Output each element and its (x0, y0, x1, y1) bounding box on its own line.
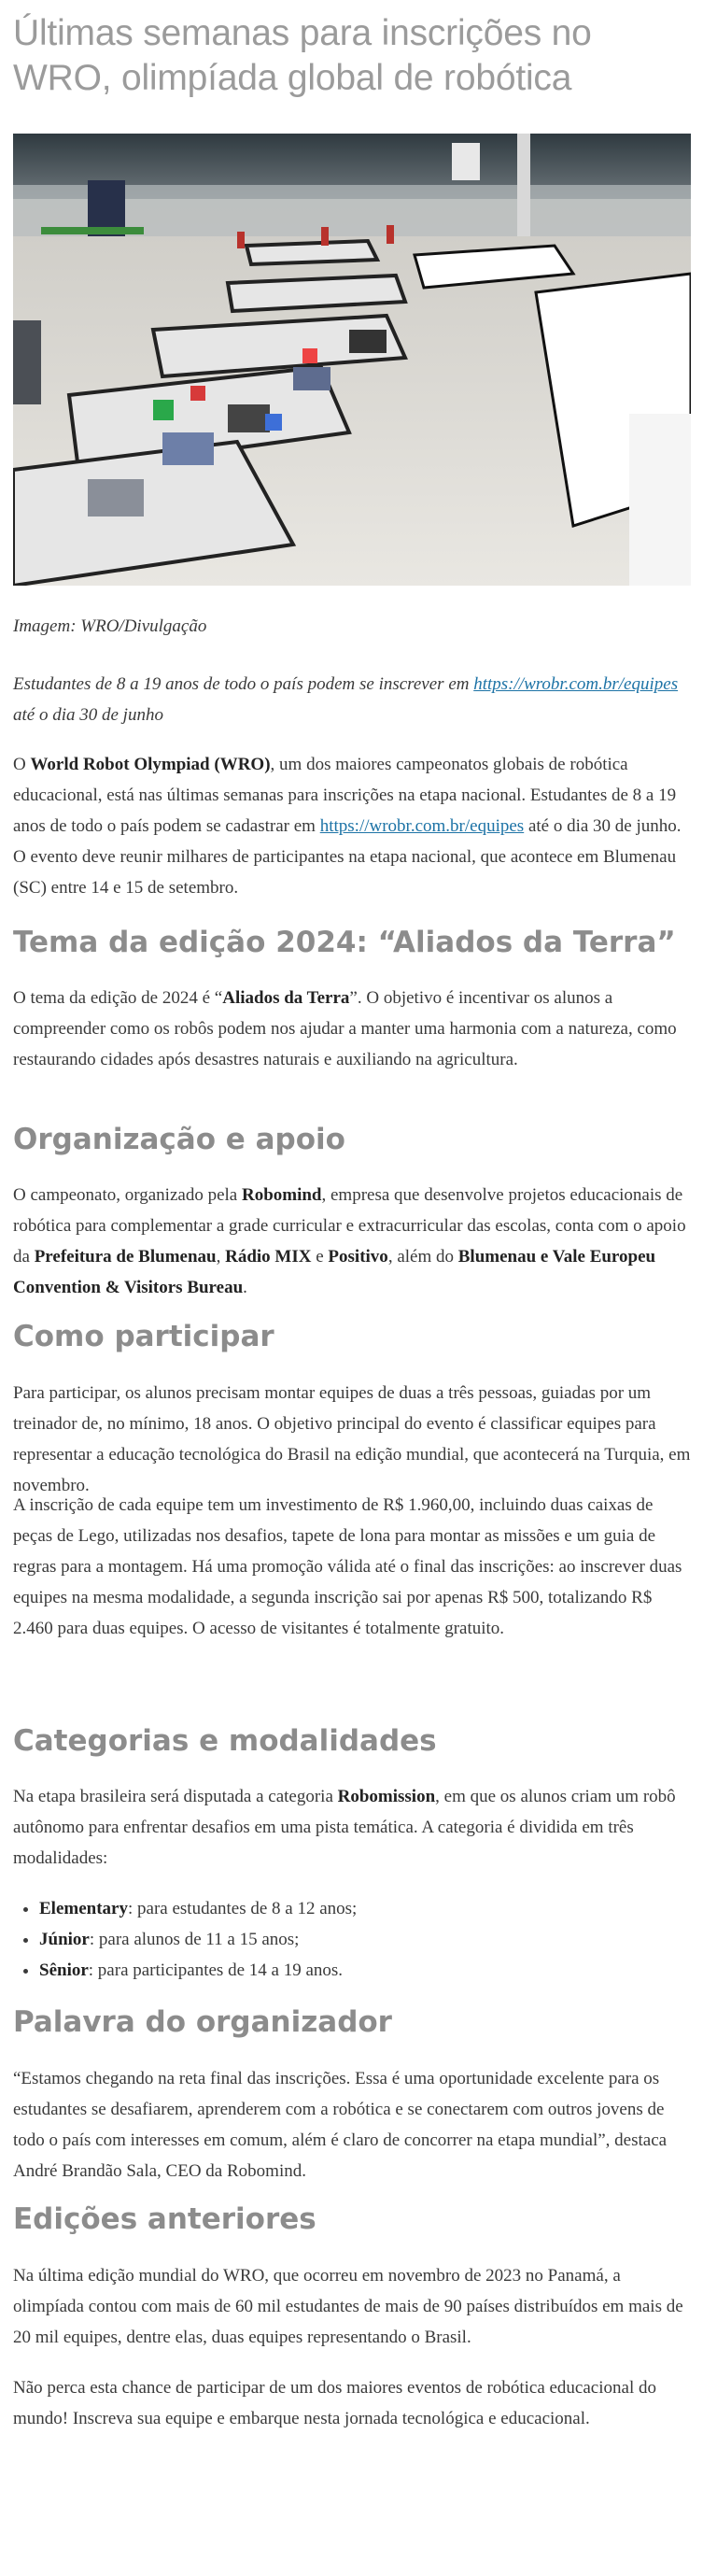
list-item: • Sênior: para participantes de 14 a 19 anos. (39, 1955, 703, 1986)
robot-arena-photo (13, 134, 691, 586)
paragraph-como-2: A inscrição de cada equipe tem um investimento de R$ 1.960,00, incluindo duas caixas de peças de Lego, utilizadas nos desafios, tapete de lona para montar as missões e um guia de regras para a montagem. Há uma promoção válida até o final das inscrições: ao inscrever duas equipes na mesma modalidade, a segunda inscrição sai por apenas R$ 500, totalizando R$ 2.460 para duas equipes. O acesso de visitantes é totalmente gratuito. (13, 1495, 682, 1638)
paragraph-edicoes-1: Na última edição mundial do WRO, que ocorreu em novembro de 2023 no Panamá, a olimpíada contou com mais de 60 mil estudantes de mais de 90 países distribuídos em mais de 20 mil equipes, dentre elas, duas equipes representando o Brasil. (13, 2266, 683, 2347)
paragraph-categorias: Na etapa brasileira será disputada a categoria Robomission, em que os alunos criam um robô autônomo para enfrentar desafios em uma pista temática. A categoria é dividida em três modalidades: (13, 1787, 676, 1868)
article (13, 0, 691, 2428)
paragraph-tema: O tema da edição de 2024 é “Aliados da Terra”. O objetivo é incentivar os alunos a compreender como os robôs podem nos ajudar a manter uma harmonia com a natureza, como restaurando cidades após desastres naturais e auxiliando na agricultura. (13, 988, 677, 1069)
heading-tema: Tema da edição 2024: “Aliados da Terra” (13, 926, 676, 959)
heading-palavra: Palavra do organizador (13, 2005, 392, 2039)
heading-organizacao: Organização e apoio (13, 1123, 345, 1156)
list-item: • Elementary: para estudantes de 8 a 12 anos; (39, 1893, 703, 1924)
heading-como-participar: Como participar (13, 1320, 274, 1353)
heading-edicoes: Edições anteriores (13, 2202, 316, 2236)
hero-image (13, 134, 691, 586)
article-title: Últimas semanas para inscrições no WRO, olimpíada global de robótica (13, 13, 592, 98)
paragraph-edicoes-2: Não perca esta chance de participar de um dos maiores eventos de robótica educacional do mundo! Inscreva sua equipe e embarque nesta jornada tecnológica e educacional. (13, 2378, 656, 2428)
paragraph-como-1: Para participar, os alunos precisam montar equipes de duas a três pessoas, guiadas por um treinador de, no mínimo, 18 anos. O objetivo principal do evento é classificar equipes para representar a educação tecnológica do Brasil na edição mundial, que acontecerá na Turquia, em novembro. (13, 1383, 691, 1495)
modalidades-list (13, 1893, 703, 1986)
lead-link[interactable]: https://wrobr.com.br/equipes (473, 674, 679, 694)
list-item: • Júnior: para alunos de 11 a 15 anos; (39, 1924, 703, 1955)
image-caption: Imagem: WRO/Divulgação (13, 616, 207, 636)
heading-categorias: Categorias e modalidades (13, 1724, 437, 1758)
paragraph-palavra: “Estamos chegando na reta final das inscrições. Essa é uma oportunidade excelente para os estudantes se desafiarem, aprenderem com a robótica e se conectarem com outros jovens de todo o país com interesses em comum, além é claro de concorrer na etapa mundial”, destaca André Brandão Sala, CEO da Robomind. (13, 2069, 668, 2181)
paragraph-organizacao: O campeonato, organizado pela Robomind, empresa que desenvolve projetos educacionais de robótica para complementar a grade curricular e extracurricular das escolas, conta com o apoio da Prefeitura de Blumenau, Rádio MIX e Positivo, além do Blumenau e Vale Europeu Convention & Visitors Bureau. (13, 1185, 686, 1297)
article-lead: Estudantes de 8 a 19 anos de todo o país podem se inscrever em https://wrobr.com.br/equipes até o dia 30 de junho (13, 674, 679, 725)
intro-link[interactable]: https://wrobr.com.br/equipes (319, 816, 525, 836)
paragraph-intro: O World Robot Olympiad (WRO), um dos maiores campeonatos globais de robótica educacional, está nas últimas semanas para inscrições na etapa nacional. Estudantes de 8 a 19 anos de todo o país podem se cadastrar em https://wrobr.com.br/equipes até o dia 30 de junho. O evento deve reunir milhares de participantes na etapa nacional, que acontece em Blumenau (SC) entre 14 e 15 de setembro. (13, 755, 682, 898)
